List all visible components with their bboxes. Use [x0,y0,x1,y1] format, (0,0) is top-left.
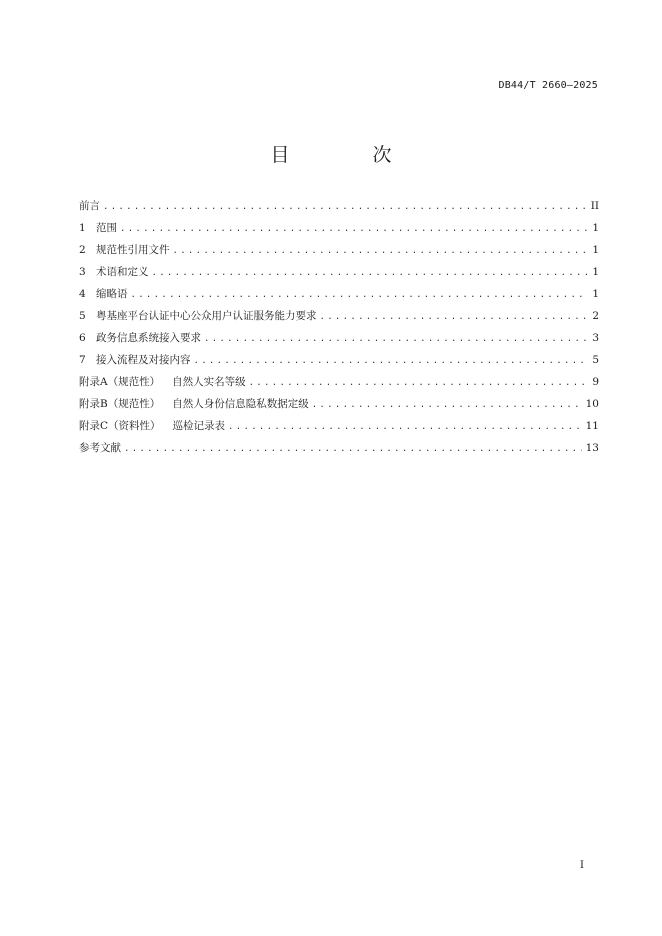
annex-type-label: 附录B（规范性） [79,398,161,410]
toc-entry-title [79,242,170,257]
toc-entry-page: 5 [592,354,599,366]
toc-leader-dots [103,202,587,212]
table-of-contents [79,198,599,462]
toc-entry-title: 参考文献 [79,442,121,454]
toc-entry-text: 自然人身份信息隐私数据定级 [172,398,309,410]
toc-leader-dots [312,400,582,410]
toc-entry-text: 规范性引用文件 [96,244,170,256]
toc-entry-annex-c[interactable] [79,418,599,440]
toc-leader-dots [120,224,587,234]
annex-type-label: 附录C（资料性） [79,420,161,432]
toc-entry-number: 4 [79,288,86,300]
toc-entry-title [79,418,225,433]
toc-entry-annex-b[interactable] [79,396,599,418]
toc-entry-page: 13 [585,442,599,454]
toc-entry-page: II [590,200,599,212]
toc-entry-annex-a[interactable] [79,374,599,396]
toc-entry-title [79,264,149,279]
toc-entry-text: 政务信息系统接入要求 [96,332,201,344]
toc-entry-title [79,396,309,411]
toc-entry-text: 巡检记录表 [172,420,226,432]
toc-entry-4[interactable] [79,286,599,308]
page-title: 目 次 [270,144,424,166]
toc-entry-number: 5 [79,310,86,322]
toc-entry-page: 1 [592,222,599,234]
toc-entry-1[interactable] [79,220,599,242]
toc-entry-page: 11 [585,420,599,432]
toc-leader-dots [124,444,582,454]
toc-entry-title [79,308,317,323]
toc-entry-page: 1 [592,288,599,300]
toc-entry-6[interactable] [79,330,599,352]
toc-entry-3[interactable] [79,264,599,286]
toc-entry-page: 3 [592,332,599,344]
toc-entry-number: 7 [79,354,86,366]
toc-entry-5[interactable] [79,308,599,330]
annex-type-label: 附录A（规范性） [79,376,161,388]
toc-entry-page: 1 [592,266,599,278]
toc-entry-text: 接入流程及对接内容 [96,354,191,366]
standard-code: DB44/T 2660—2025 [498,80,598,91]
toc-entry-page: 1 [592,244,599,256]
toc-entry-text: 范围 [96,222,117,234]
toc-entry-text: 自然人实名等级 [172,376,246,388]
toc-entry-references[interactable] [79,440,599,462]
toc-leader-dots [249,378,587,388]
toc-leader-dots [152,268,588,278]
toc-entry-foreword[interactable] [79,198,599,220]
toc-entry-page: 9 [592,376,599,388]
toc-entry-text: 术语和定义 [96,266,149,278]
toc-entry-title [79,352,191,367]
toc-entry-2[interactable] [79,242,599,264]
toc-entry-number: 3 [79,266,86,278]
toc-entry-text: 缩略语 [96,288,128,300]
toc-entry-title [79,286,128,301]
toc-entry-7[interactable] [79,352,599,374]
toc-entry-number: 1 [79,222,86,234]
toc-entry-title [79,330,201,345]
toc-leader-dots [173,246,588,256]
toc-entry-text: 粤基座平台认证中心公众用户认证服务能力要求 [96,310,317,322]
toc-entry-page: 2 [592,310,599,322]
toc-entry-title: 前言 [79,200,100,212]
toc-entry-page: 10 [585,398,599,410]
toc-entry-title [79,220,117,235]
page-number: I [580,860,584,871]
toc-leader-dots [131,290,588,300]
toc-entry-title [79,374,246,389]
toc-entry-number: 6 [79,332,86,344]
toc-entry-number: 2 [79,244,86,256]
toc-leader-dots [320,312,588,322]
toc-leader-dots [228,422,582,432]
toc-leader-dots [194,356,588,366]
toc-leader-dots [204,334,587,344]
